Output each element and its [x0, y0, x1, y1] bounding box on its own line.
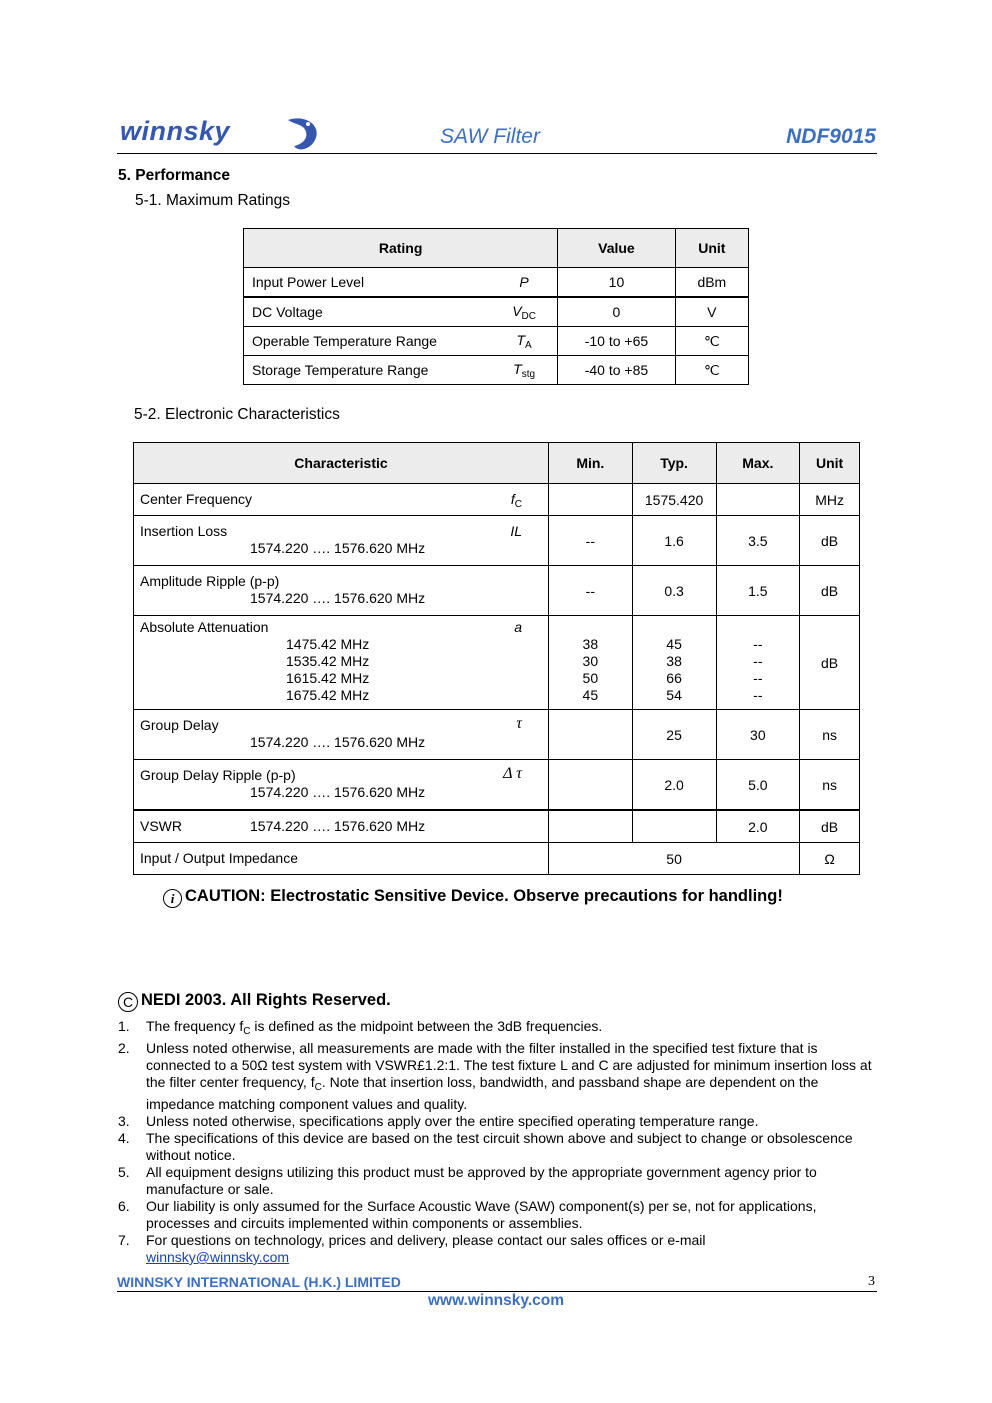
min-value [549, 760, 633, 811]
typ-value: 0.3 [632, 566, 716, 616]
rating-symbol: $T_{stg}$ [491, 356, 558, 385]
max-value: 5.0 [716, 760, 800, 811]
char-name: Group Delay [140, 717, 219, 733]
caution-text: CAUTION: Electrostatic Sensitive Device. Observe precautions for handling! [185, 887, 783, 905]
winnsky-logo [118, 112, 323, 154]
typ-value: 1.6 [632, 516, 716, 566]
info-icon: i [163, 889, 182, 908]
header-max: Max. [716, 443, 800, 484]
unit-value: dB [800, 810, 860, 843]
header-unit: Unit [800, 443, 860, 484]
characteristic-cell [134, 710, 549, 760]
rating-unit: dBm [675, 268, 748, 298]
table-row [134, 710, 860, 760]
unit-value: Ω [800, 843, 860, 875]
rating-value: 0 [558, 297, 675, 327]
char-symbol: IL [510, 523, 522, 539]
impedance-value: 50 [549, 843, 800, 875]
table-row [244, 356, 749, 385]
characteristic-cell [134, 760, 549, 811]
table-row [244, 268, 749, 298]
rating-name: Input Power Level [244, 268, 491, 298]
header-rating: Rating [244, 229, 558, 268]
frequency-range: 1574.220 …. 1576.620 MHz [250, 818, 426, 834]
table-row [244, 327, 749, 356]
table-row [134, 760, 860, 811]
table-header-row [244, 229, 749, 268]
subsection-electronic: 5-2. Electronic Characteristics [134, 406, 340, 423]
characteristic-cell [134, 484, 549, 516]
subsection-max-ratings: 5-1. Maximum Ratings [135, 192, 291, 209]
char-symbol: $f_C$ [510, 491, 522, 510]
unit-value: ns [800, 760, 860, 811]
table-row [134, 843, 860, 875]
list-item: 6. Our liability is only assumed for the Surface Acoustic Wave (SAW) component(s) per se, not for applications, processes and circuits implemented within components or assemblies. [118, 1198, 817, 1231]
rating-unit: V [675, 297, 748, 327]
char-symbol: Δ τ [503, 765, 522, 782]
unit-value: MHz [800, 484, 860, 516]
unit-value: ns [800, 710, 860, 760]
char-symbol: τ [516, 715, 522, 732]
header-unit: Unit [675, 229, 748, 268]
rating-value: 10 [558, 268, 675, 298]
unit-value: dB [800, 566, 860, 616]
rating-unit: ℃ [675, 356, 748, 385]
list-item: 4. The specifications of this device are based on the test circuit shown above and subject to change or obsolescence without notice. [118, 1130, 853, 1163]
typ-value: 2.0 [632, 760, 716, 811]
email-link[interactable]: winnsky@winnsky.com [146, 1249, 290, 1265]
table-row [134, 616, 860, 710]
header-divider [117, 153, 877, 154]
list-item: 2. Unless noted otherwise, all measurements are made with the filter installed in the specified test fixture that is connected to a 50Ω test system with VSWR£1.2:1. The test fixture L and C are adjusted for minimum insertion loss at the filter center frequency, $f_C$. Note that insertion loss, bandwidth, and passband shape are dependent on the impedance matching component values and quality. [118, 1040, 872, 1112]
caution-notice [163, 887, 783, 908]
rating-symbol: P [491, 268, 558, 298]
electronic-characteristics-table [133, 442, 860, 875]
unit-value: dB [800, 516, 860, 566]
list-item: 1. The frequency $f_C$ is defined as the midpoint between the 3dB frequencies. [118, 1018, 603, 1037]
table-row [244, 297, 749, 327]
max-value: 1.5 [716, 566, 800, 616]
copyright-icon: C [118, 992, 138, 1012]
rating-value: -40 to +85 [558, 356, 675, 385]
page-number: 3 [868, 1274, 875, 1289]
copyright-notice [118, 991, 391, 1012]
min-value [549, 810, 633, 843]
max-value: -- -- -- -- [716, 616, 800, 710]
list-item: 5. All equipment designs utilizing this product must be approved by the appropriate government agency prior to manufacture or sale. [118, 1164, 817, 1197]
characteristic-cell [134, 516, 549, 566]
frequency-range: 1574.220 …. 1576.620 MHz [250, 590, 426, 606]
char-name: Group Delay Ripple (p-p) [140, 767, 296, 783]
typ-value [632, 810, 716, 843]
characteristic-cell [134, 616, 549, 710]
header-min: Min. [549, 443, 633, 484]
char-name: Absolute Attenuation [140, 619, 269, 635]
char-name: Input / Output Impedance [140, 850, 298, 866]
min-value: -- [549, 566, 633, 616]
header-characteristic: Characteristic [134, 443, 549, 484]
attenuation-frequencies: 1475.42 MHz 1535.42 MHz 1615.42 MHz 1675.42 MHz [286, 636, 370, 703]
max-ratings-table [243, 228, 749, 385]
typ-value: 1575.420 [632, 484, 716, 516]
characteristic-cell [134, 566, 549, 616]
typ-value: 25 [632, 710, 716, 760]
frequency-range: 1574.220 …. 1576.620 MHz [250, 540, 426, 556]
header-typ: Typ. [632, 443, 716, 484]
table-row [134, 484, 860, 516]
logo-text: winnsky [120, 116, 231, 146]
section-title: 5. Performance [118, 167, 230, 184]
copyright-text: NEDI 2003. All Rights Reserved. [141, 991, 391, 1009]
footer-company: WINNSKY INTERNATIONAL (H.K.) LIMITED [117, 1274, 401, 1290]
min-value [549, 484, 633, 516]
characteristic-cell [134, 843, 549, 875]
max-value: 3.5 [716, 516, 800, 566]
rating-value: -10 to +65 [558, 327, 675, 356]
rating-name: Operable Temperature Range [244, 327, 491, 356]
max-value: 30 [716, 710, 800, 760]
frequency-range: 1574.220 …. 1576.620 MHz [250, 734, 426, 750]
unit-value: dB [800, 616, 860, 710]
frequency-range: 1574.220 …. 1576.620 MHz [250, 784, 426, 800]
rating-symbol: $V_{DC}$ [491, 297, 558, 327]
table-header-row [134, 443, 860, 484]
characteristic-cell [134, 810, 549, 843]
rating-name: DC Voltage [244, 297, 491, 327]
min-value: 38 30 50 45 [549, 616, 633, 710]
document-title: SAW Filter [440, 125, 540, 148]
char-name: Center Frequency [140, 491, 253, 507]
rating-symbol: $T_A$ [491, 327, 558, 356]
notes-list [118, 1018, 878, 1266]
char-name: Amplitude Ripple (p-p) [140, 573, 280, 589]
char-name: VSWR [140, 818, 182, 834]
min-value [549, 710, 633, 760]
char-name: Insertion Loss [140, 523, 228, 539]
table-row [134, 810, 860, 843]
max-value [716, 484, 800, 516]
max-value: 2.0 [716, 810, 800, 843]
table-row [134, 516, 860, 566]
list-item: 7. For questions on technology, prices and delivery, please contact our sales offices or e-mail winnsky@winnsky.com [118, 1232, 706, 1265]
min-value: -- [549, 516, 633, 566]
list-item: 3. Unless noted otherwise, specifications apply over the entire specified operating temperature range. [118, 1113, 759, 1129]
table-row [134, 566, 860, 616]
char-symbol: a [514, 619, 522, 635]
header-value: Value [558, 229, 675, 268]
rating-unit: ℃ [675, 327, 748, 356]
rating-name: Storage Temperature Range [244, 356, 491, 385]
typ-value: 45 38 66 54 [632, 616, 716, 710]
part-number: NDF9015 [786, 125, 876, 148]
footer-website[interactable]: www.winnsky.com [427, 1292, 565, 1309]
